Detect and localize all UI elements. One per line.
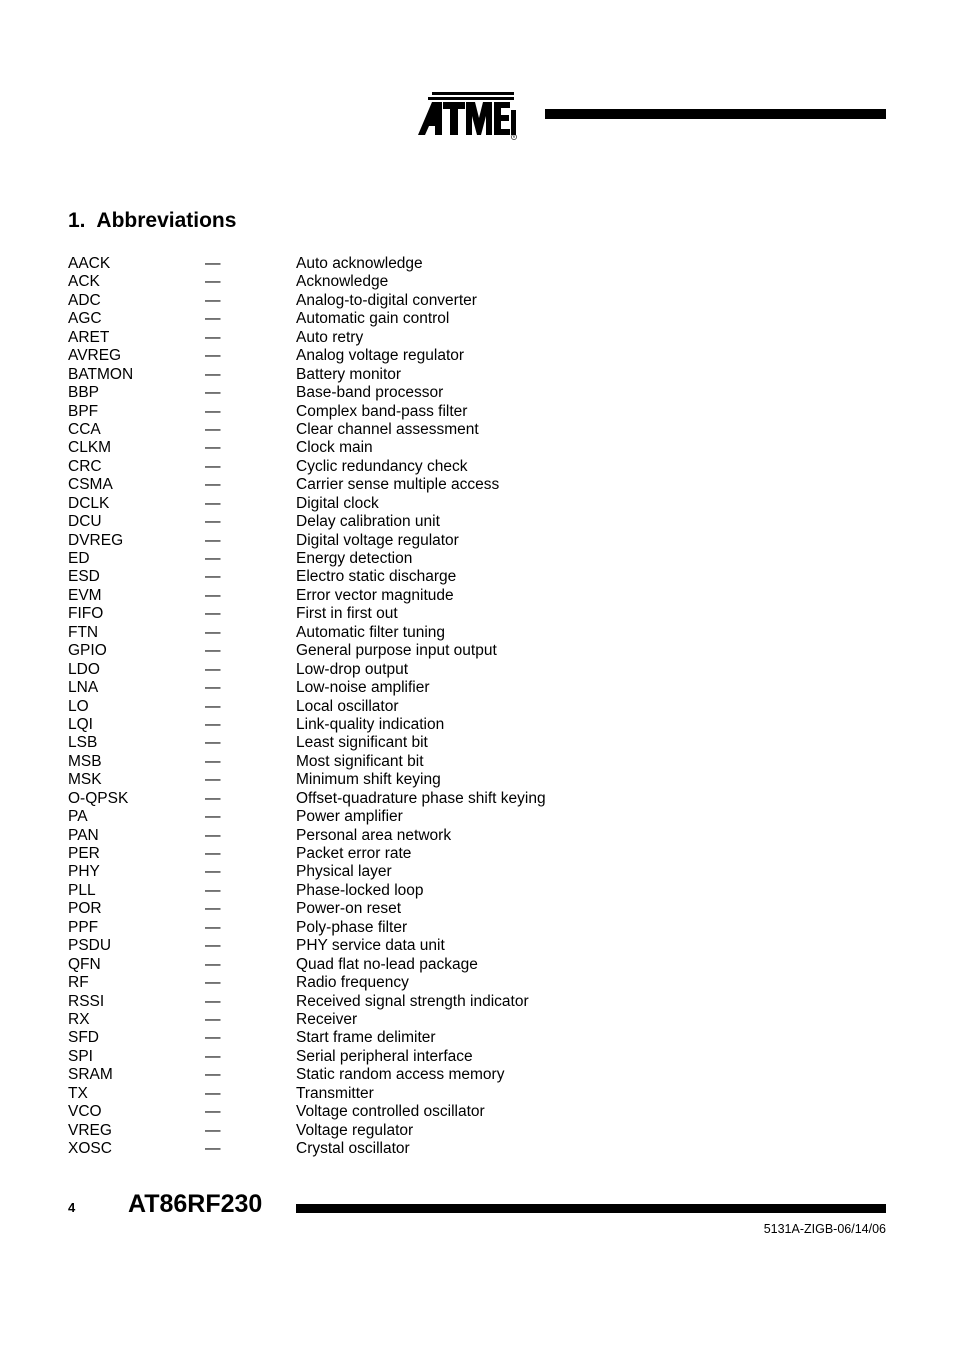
abbreviation-definition: Energy detection bbox=[296, 550, 413, 567]
abbreviation-term: QFN bbox=[68, 955, 101, 973]
abbreviation-dash: — bbox=[205, 863, 221, 881]
abbreviation-definition: Automatic filter tuning bbox=[296, 623, 446, 641]
abbreviation-row bbox=[68, 587, 668, 605]
document-code: 5131A-ZIGB-06/14/06 bbox=[763, 1222, 886, 1236]
abbreviation-definition: Base-band processor bbox=[296, 384, 444, 402]
abbreviation-definition: Power-on reset bbox=[296, 900, 402, 918]
abbreviation-term: LDO bbox=[68, 660, 100, 678]
abbreviation-row bbox=[68, 624, 668, 642]
abbreviation-term: TX bbox=[68, 1084, 88, 1102]
abbreviation-row bbox=[68, 421, 668, 439]
abbreviation-dash: — bbox=[205, 291, 221, 309]
abbreviation-row bbox=[68, 642, 668, 660]
abbreviation-definition: Cyclic redundancy check bbox=[296, 457, 468, 475]
abbreviation-dash: — bbox=[205, 605, 221, 623]
abbreviation-definition: Automatic gain control bbox=[296, 310, 450, 328]
abbreviation-definition: Digital clock bbox=[296, 494, 379, 512]
abbreviation-dash: — bbox=[205, 531, 221, 549]
abbreviation-definition: Battery monitor bbox=[296, 365, 402, 383]
abbreviation-term: POR bbox=[68, 900, 102, 918]
abbreviation-dash: — bbox=[205, 513, 221, 531]
abbreviation-term: VCO bbox=[68, 1103, 102, 1121]
abbreviation-row bbox=[68, 937, 668, 955]
abbreviation-row bbox=[68, 845, 668, 863]
abbreviation-row bbox=[68, 1011, 668, 1029]
abbreviation-term: SFD bbox=[68, 1029, 99, 1047]
abbreviation-term: O-QPSK bbox=[68, 789, 129, 807]
abbreviation-dash: — bbox=[205, 586, 221, 604]
section-number: 1. bbox=[68, 209, 86, 232]
abbreviation-term: ARET bbox=[68, 328, 110, 346]
abbreviation-term: MSK bbox=[68, 771, 102, 789]
abbreviation-definition: Acknowledge bbox=[296, 273, 389, 291]
abbreviation-row bbox=[68, 698, 668, 716]
abbreviation-definition: PHY service data unit bbox=[296, 937, 445, 955]
abbreviation-row bbox=[68, 734, 668, 752]
abbreviation-row bbox=[68, 1085, 668, 1103]
abbreviation-dash: — bbox=[205, 310, 221, 328]
abbreviation-dash: — bbox=[205, 402, 221, 420]
abbreviation-term: LQI bbox=[68, 715, 93, 733]
abbreviation-term: ESD bbox=[68, 568, 100, 586]
abbreviation-row bbox=[68, 790, 668, 808]
abbreviation-dash: — bbox=[205, 365, 221, 383]
abbreviation-definition: Auto acknowledge bbox=[296, 255, 423, 272]
abbreviation-dash: — bbox=[205, 1103, 221, 1121]
abbreviation-definition: Power amplifier bbox=[296, 808, 403, 826]
abbreviation-definition: Poly-phase filter bbox=[296, 918, 408, 936]
abbreviation-row bbox=[68, 439, 668, 457]
abbreviation-dash: — bbox=[205, 439, 221, 457]
abbreviation-dash: — bbox=[205, 1066, 221, 1084]
abbreviation-row bbox=[68, 550, 668, 568]
abbreviation-row bbox=[68, 808, 668, 826]
abbreviation-definition: Received signal strength indicator bbox=[296, 992, 529, 1010]
abbreviation-dash: — bbox=[205, 845, 221, 862]
abbreviation-row bbox=[68, 292, 668, 310]
abbreviation-dash: — bbox=[205, 273, 221, 291]
abbreviation-definition: Start frame delimiter bbox=[296, 1029, 436, 1047]
abbreviation-row bbox=[68, 1122, 668, 1140]
abbreviation-dash: — bbox=[205, 1029, 221, 1047]
abbreviation-row bbox=[68, 458, 668, 476]
abbreviation-definition: Local oscillator bbox=[296, 697, 399, 715]
abbreviation-row bbox=[68, 993, 668, 1011]
abbreviation-term: MSB bbox=[68, 752, 102, 770]
abbreviation-dash: — bbox=[205, 660, 221, 678]
abbreviation-term: AACK bbox=[68, 255, 111, 272]
abbreviation-dash: — bbox=[205, 642, 221, 660]
section-title-text: Abbreviations bbox=[96, 209, 237, 232]
abbreviation-row bbox=[68, 476, 668, 494]
abbreviation-row bbox=[68, 716, 668, 734]
abbreviation-row bbox=[68, 1066, 668, 1084]
abbreviation-definition: Radio frequency bbox=[296, 974, 409, 992]
abbreviation-term: GPIO bbox=[68, 642, 107, 660]
abbreviation-term: FIFO bbox=[68, 605, 104, 623]
abbreviation-term: DCLK bbox=[68, 494, 110, 512]
abbreviation-list bbox=[68, 255, 668, 1158]
abbreviation-definition: Most significant bit bbox=[296, 752, 424, 770]
abbreviation-dash: — bbox=[205, 715, 221, 733]
abbreviation-row bbox=[68, 753, 668, 771]
abbreviation-term: PAN bbox=[68, 826, 99, 844]
abbreviation-dash: — bbox=[205, 937, 221, 955]
abbreviation-term: AGC bbox=[68, 310, 102, 328]
abbreviation-term: EVM bbox=[68, 586, 102, 604]
abbreviation-term: AVREG bbox=[68, 347, 122, 365]
abbreviation-term: LNA bbox=[68, 679, 99, 697]
abbreviation-dash: — bbox=[205, 679, 221, 697]
svg-text:R: R bbox=[512, 135, 516, 140]
abbreviation-row bbox=[68, 863, 668, 881]
abbreviation-definition: Analog-to-digital converter bbox=[296, 291, 477, 309]
abbreviation-definition: Digital voltage regulator bbox=[296, 531, 459, 549]
abbreviation-definition: Packet error rate bbox=[296, 845, 412, 862]
abbreviation-term: CSMA bbox=[68, 476, 113, 494]
abbreviation-term: BATMON bbox=[68, 365, 134, 383]
abbreviation-dash: — bbox=[205, 568, 221, 586]
abbreviation-term: PPF bbox=[68, 918, 99, 936]
abbreviation-term: ACK bbox=[68, 273, 100, 291]
abbreviation-dash: — bbox=[205, 789, 221, 807]
abbreviation-dash: — bbox=[205, 826, 221, 844]
abbreviation-term: SPI bbox=[68, 1047, 93, 1065]
abbreviation-row bbox=[68, 661, 668, 679]
abbreviation-term: RX bbox=[68, 1010, 90, 1028]
abbreviation-dash: — bbox=[205, 550, 221, 567]
abbreviation-dash: — bbox=[205, 771, 221, 789]
abbreviation-row bbox=[68, 956, 668, 974]
abbreviation-row bbox=[68, 347, 668, 365]
abbreviation-row bbox=[68, 310, 668, 328]
abbreviation-dash: — bbox=[205, 1010, 221, 1028]
abbreviation-definition: Low-drop output bbox=[296, 660, 409, 678]
abbreviation-term: RSSI bbox=[68, 992, 105, 1010]
abbreviation-term: CRC bbox=[68, 457, 102, 475]
abbreviation-row bbox=[68, 900, 668, 918]
abbreviation-term: DVREG bbox=[68, 531, 124, 549]
abbreviation-definition: Crystal oscillator bbox=[296, 1140, 410, 1157]
abbreviation-definition: Clear channel assessment bbox=[296, 420, 479, 438]
abbreviation-definition: Least significant bit bbox=[296, 734, 428, 752]
abbreviation-term: DCU bbox=[68, 513, 102, 531]
abbreviation-row bbox=[68, 605, 668, 623]
abbreviation-term: PA bbox=[68, 808, 88, 826]
abbreviation-row bbox=[68, 1029, 668, 1047]
abbreviation-dash: — bbox=[205, 900, 221, 918]
abbreviation-row bbox=[68, 403, 668, 421]
abbreviation-dash: — bbox=[205, 955, 221, 973]
abbreviation-definition: Physical layer bbox=[296, 863, 392, 881]
abbreviation-definition: Receiver bbox=[296, 1010, 358, 1028]
abbreviation-term: BBP bbox=[68, 384, 100, 402]
abbreviation-definition: Error vector magnitude bbox=[296, 586, 454, 604]
abbreviation-dash: — bbox=[205, 1047, 221, 1065]
abbreviation-term: PHY bbox=[68, 863, 100, 881]
abbreviation-definition: Clock main bbox=[296, 439, 373, 457]
abbreviation-definition: Analog voltage regulator bbox=[296, 347, 465, 365]
abbreviation-definition: Voltage controlled oscillator bbox=[296, 1103, 485, 1121]
abbreviation-dash: — bbox=[205, 974, 221, 992]
abbreviation-row bbox=[68, 827, 668, 845]
abbreviation-definition: Link-quality indication bbox=[296, 715, 445, 733]
abbreviation-term: BPF bbox=[68, 402, 99, 420]
abbreviation-definition: Phase-locked loop bbox=[296, 881, 424, 899]
abbreviation-term: RF bbox=[68, 974, 89, 992]
section-title bbox=[68, 209, 236, 233]
abbreviation-term: VREG bbox=[68, 1121, 112, 1139]
abbreviation-dash: — bbox=[205, 734, 221, 752]
abbreviation-row bbox=[68, 384, 668, 402]
abbreviation-term: CLKM bbox=[68, 439, 112, 457]
abbreviation-term: LO bbox=[68, 697, 89, 715]
abbreviation-row bbox=[68, 568, 668, 586]
abbreviation-dash: — bbox=[205, 1140, 221, 1157]
abbreviation-definition: Voltage regulator bbox=[296, 1121, 414, 1139]
abbreviation-definition: Low-noise amplifier bbox=[296, 679, 430, 697]
abbreviation-definition: First in first out bbox=[296, 605, 398, 623]
abbreviation-dash: — bbox=[205, 697, 221, 715]
abbreviation-definition: Electro static discharge bbox=[296, 568, 457, 586]
abbreviation-dash: — bbox=[205, 752, 221, 770]
abbreviation-definition: Static random access memory bbox=[296, 1066, 505, 1084]
abbreviation-dash: — bbox=[205, 384, 221, 402]
abbreviation-definition: Personal area network bbox=[296, 826, 452, 844]
abbreviation-term: PLL bbox=[68, 881, 96, 899]
header-rule bbox=[545, 109, 886, 119]
atmel-logo bbox=[418, 90, 518, 140]
abbreviation-dash: — bbox=[205, 1121, 221, 1139]
abbreviation-term: XOSC bbox=[68, 1140, 112, 1157]
abbreviation-term: PER bbox=[68, 845, 100, 862]
abbreviation-row bbox=[68, 255, 668, 273]
abbreviation-term: FTN bbox=[68, 623, 99, 641]
abbreviation-dash: — bbox=[205, 623, 221, 641]
abbreviation-term: PSDU bbox=[68, 937, 112, 955]
part-title: AT86RF230 bbox=[128, 1190, 263, 1218]
abbreviation-definition: Quad flat no-lead package bbox=[296, 955, 478, 973]
abbreviation-dash: — bbox=[205, 808, 221, 826]
abbreviation-term: LSB bbox=[68, 734, 98, 752]
abbreviation-term: CCA bbox=[68, 420, 101, 438]
abbreviation-row bbox=[68, 532, 668, 550]
page-number: 4 bbox=[68, 1200, 76, 1215]
abbreviation-definition: General purpose input output bbox=[296, 642, 497, 660]
abbreviation-dash: — bbox=[205, 494, 221, 512]
abbreviation-definition: Serial peripheral interface bbox=[296, 1047, 473, 1065]
abbreviation-row bbox=[68, 771, 668, 789]
abbreviation-dash: — bbox=[205, 992, 221, 1010]
abbreviation-dash: — bbox=[205, 457, 221, 475]
abbreviation-definition: Auto retry bbox=[296, 328, 364, 346]
abbreviation-row bbox=[68, 1103, 668, 1121]
abbreviation-row bbox=[68, 919, 668, 937]
abbreviation-dash: — bbox=[205, 476, 221, 494]
abbreviation-row bbox=[68, 679, 668, 697]
footer-rule bbox=[296, 1204, 886, 1213]
abbreviation-term: ADC bbox=[68, 291, 101, 309]
abbreviation-row bbox=[68, 974, 668, 992]
abbreviation-definition: Carrier sense multiple access bbox=[296, 476, 500, 494]
abbreviation-definition: Transmitter bbox=[296, 1084, 374, 1102]
abbreviation-definition: Delay calibration unit bbox=[296, 513, 440, 531]
abbreviation-row bbox=[68, 882, 668, 900]
abbreviation-definition: Complex band-pass filter bbox=[296, 402, 468, 420]
abbreviation-row bbox=[68, 329, 668, 347]
abbreviation-term: ED bbox=[68, 550, 90, 567]
abbreviation-row bbox=[68, 495, 668, 513]
abbreviation-definition: Offset-quadrature phase shift keying bbox=[296, 789, 546, 807]
abbreviation-dash: — bbox=[205, 1084, 221, 1102]
abbreviation-dash: — bbox=[205, 328, 221, 346]
abbreviation-dash: — bbox=[205, 881, 221, 899]
abbreviation-row bbox=[68, 1140, 668, 1158]
abbreviation-dash: — bbox=[205, 255, 221, 272]
abbreviation-row bbox=[68, 273, 668, 291]
abbreviation-dash: — bbox=[205, 347, 221, 365]
abbreviation-row bbox=[68, 1048, 668, 1066]
abbreviation-dash: — bbox=[205, 918, 221, 936]
abbreviation-row bbox=[68, 366, 668, 384]
abbreviation-term: SRAM bbox=[68, 1066, 113, 1084]
abbreviation-dash: — bbox=[205, 420, 221, 438]
abbreviation-row bbox=[68, 513, 668, 531]
abbreviation-definition: Minimum shift keying bbox=[296, 771, 441, 789]
